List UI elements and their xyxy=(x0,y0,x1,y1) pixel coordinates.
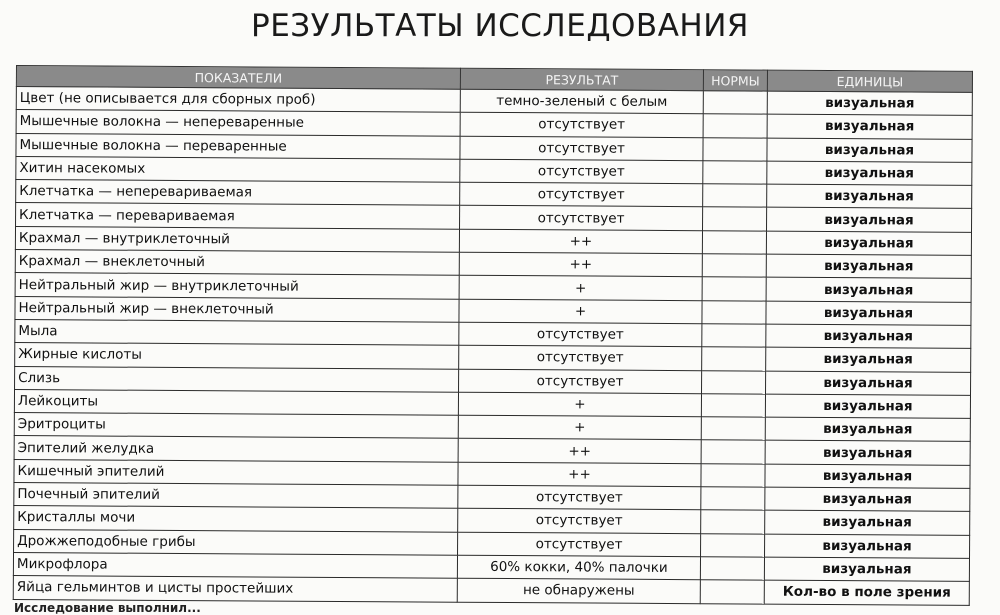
unit-cell: визуальная xyxy=(765,510,970,535)
result-cell: + xyxy=(458,415,701,440)
unit-cell: визуальная xyxy=(767,208,972,233)
unit-cell: визуальная xyxy=(766,254,971,279)
table-body xyxy=(13,87,972,605)
result-cell: + xyxy=(458,392,701,417)
unit-cell: визуальная xyxy=(765,464,970,489)
indicator-cell: Нейтральный жир — внеклеточный xyxy=(15,296,459,322)
norm-cell xyxy=(701,510,765,534)
norm-cell xyxy=(700,580,764,604)
indicator-cell: Кристаллы мочи xyxy=(14,506,458,532)
unit-cell: визуальная xyxy=(765,417,970,442)
unit-cell: визуальная xyxy=(766,277,971,302)
unit-cell: визуальная xyxy=(766,301,971,326)
norm-cell xyxy=(700,557,764,581)
indicator-cell: Клетчатка — неперевариваемая xyxy=(16,180,460,206)
column-header-norms: НОРМЫ xyxy=(703,70,767,91)
unit-cell: визуальная xyxy=(767,138,972,163)
result-cell: отсутствует xyxy=(460,206,703,231)
indicator-cell: Цвет (не описывается для сборных проб) xyxy=(16,87,460,113)
unit-cell: визуальная xyxy=(767,184,972,209)
norm-cell xyxy=(702,254,766,278)
result-cell: отсутствует xyxy=(458,485,701,510)
unit-cell: визуальная xyxy=(765,534,970,559)
unit-cell: визуальная xyxy=(765,441,970,466)
column-header-indicator: ПОКАЗАТЕЛИ xyxy=(16,66,460,90)
norm-cell xyxy=(703,184,767,208)
result-cell: ++ xyxy=(458,462,701,487)
indicator-cell: Клетчатка — перевариваемая xyxy=(16,203,460,229)
indicator-cell: Мышечные волокна — непереваренные xyxy=(16,110,460,136)
indicator-cell: Слизь xyxy=(15,366,459,392)
norm-cell xyxy=(701,487,765,511)
indicator-cell: Жирные кислоты xyxy=(15,343,459,369)
unit-cell: визуальная xyxy=(767,91,972,116)
unit-cell: визуальная xyxy=(766,324,971,349)
result-cell: + xyxy=(459,299,702,324)
indicator-cell: Дрожжеподобные грибы xyxy=(14,529,458,555)
footer-note: Исследование выполнил... xyxy=(14,601,201,615)
unit-cell: визуальная xyxy=(766,347,971,372)
results-table xyxy=(13,65,973,605)
unit-cell: визуальная xyxy=(767,161,972,186)
indicator-cell: Эритроциты xyxy=(14,413,458,439)
indicator-cell: Микрофлора xyxy=(13,552,457,578)
result-cell: отсутствует xyxy=(458,532,701,557)
norm-cell xyxy=(702,230,766,254)
result-cell: + xyxy=(459,276,702,301)
norm-cell xyxy=(702,277,766,301)
indicator-cell: Крахмал — внутриклеточный xyxy=(15,226,459,252)
norm-cell xyxy=(701,440,765,464)
column-header-units: ЕДИНИЦЫ xyxy=(767,70,972,92)
unit-cell: Кол-во в поле зрения xyxy=(764,580,969,605)
norm-cell xyxy=(703,207,767,231)
unit-cell: визуальная xyxy=(765,487,970,512)
result-cell: отсутствует xyxy=(458,509,701,534)
result-cell: отсутствует xyxy=(459,322,702,347)
page-title: РЕЗУЛЬТАТЫ ИССЛЕДОВАНИЯ xyxy=(251,8,749,44)
norm-cell xyxy=(703,161,767,185)
unit-cell: визуальная xyxy=(766,231,971,256)
indicator-cell: Почечный эпителий xyxy=(14,483,458,509)
norm-cell xyxy=(701,394,765,418)
indicator-cell: Яйца гельминтов и цисты простейших xyxy=(13,576,457,602)
result-cell: отсутствует xyxy=(459,369,702,394)
result-cell: темно-зеленый с белым xyxy=(460,89,703,114)
result-cell: не обнаружены xyxy=(457,578,700,603)
indicator-cell: Нейтральный жир — внутриклеточный xyxy=(15,273,459,299)
indicator-cell: Крахмал — внеклеточный xyxy=(15,250,459,276)
norm-cell xyxy=(703,91,767,115)
unit-cell: визуальная xyxy=(764,557,969,582)
result-cell: ++ xyxy=(459,229,702,254)
result-cell: 60% кокки, 40% палочки xyxy=(457,555,700,580)
result-cell: отсутствует xyxy=(460,182,703,207)
indicator-cell: Кишечный эпителий xyxy=(14,459,458,485)
result-cell: отсутствует xyxy=(460,136,703,161)
result-cell: ++ xyxy=(458,439,701,464)
norm-cell xyxy=(701,533,765,557)
norm-cell xyxy=(701,417,765,441)
result-cell: отсутствует xyxy=(459,345,702,370)
indicator-cell: Лейкоциты xyxy=(14,389,458,415)
norm-cell xyxy=(703,114,767,138)
norm-cell xyxy=(703,137,767,161)
result-cell: отсутствует xyxy=(460,113,703,138)
unit-cell: визуальная xyxy=(767,114,972,139)
indicator-cell: Мышечные волокна — переваренные xyxy=(16,133,460,159)
norm-cell xyxy=(702,370,766,394)
result-cell: отсутствует xyxy=(460,159,703,184)
column-header-result: РЕЗУЛЬТАТ xyxy=(460,68,703,90)
norm-cell xyxy=(702,324,766,348)
result-cell: ++ xyxy=(459,252,702,277)
unit-cell: визуальная xyxy=(766,371,971,396)
indicator-cell: Мыла xyxy=(15,319,459,345)
indicator-cell: Эпителий желудка xyxy=(14,436,458,462)
norm-cell xyxy=(701,463,765,487)
indicator-cell: Хитин насекомых xyxy=(16,156,460,182)
unit-cell: визуальная xyxy=(765,394,970,419)
norm-cell xyxy=(702,347,766,371)
norm-cell xyxy=(702,300,766,324)
